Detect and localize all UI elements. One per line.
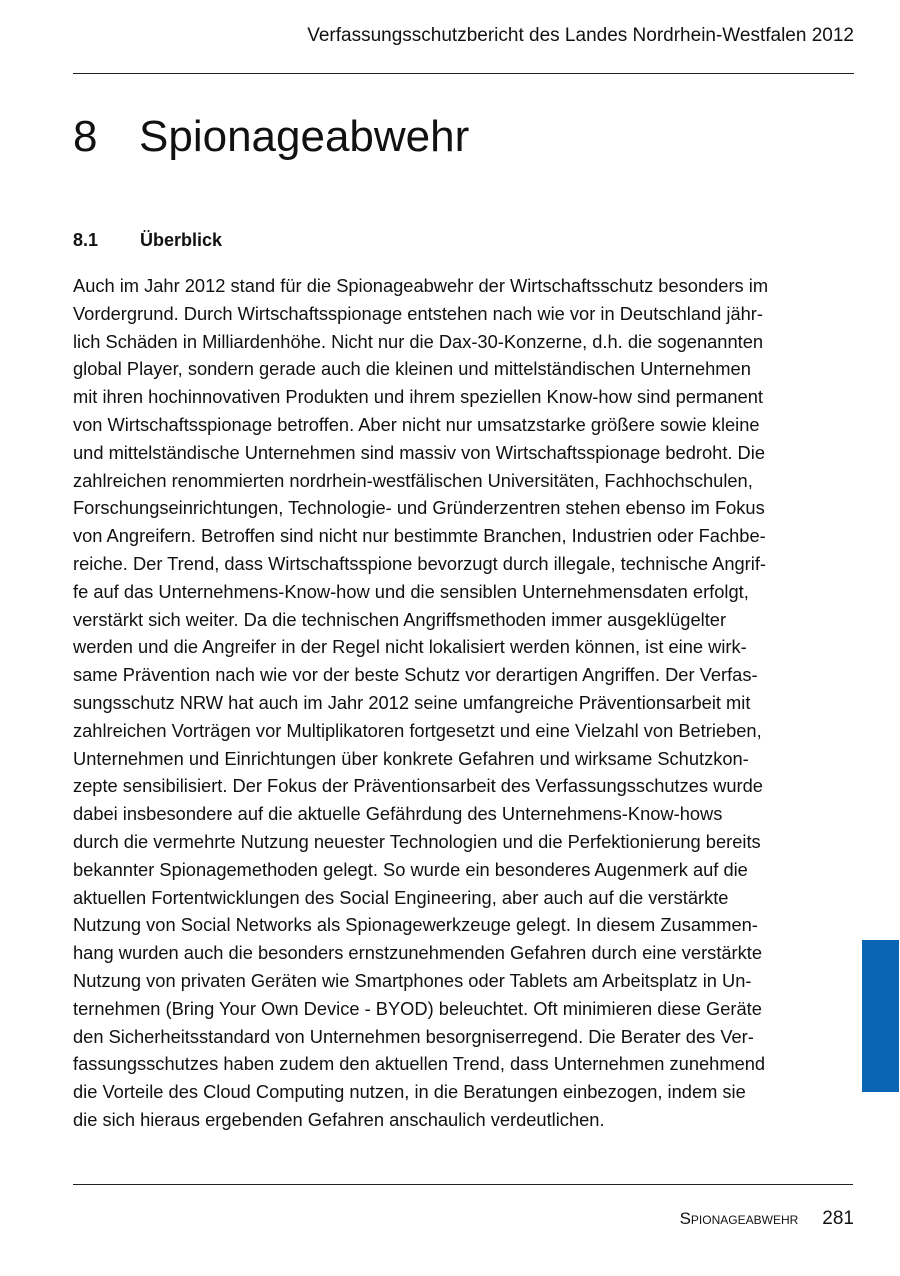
body-line: hang wurden auch die besonders ernstzunehmenden Gefahren durch eine verstärkte (73, 942, 763, 964)
body-line: Vordergrund. Durch Wirtschaftsspionage entstehen nach wie vor in Deutschland jähr- (73, 302, 763, 324)
section-number: 8.1 (73, 230, 99, 250)
body-line: reiche. Der Trend, dass Wirtschaftsspione bevorzugt durch illegale, technische Angrif- (73, 552, 766, 574)
body-line: durch die vermehrte Nutzung neuester Technologien und die Perfektionierung bereits (73, 830, 761, 852)
section-heading (73, 230, 222, 251)
body-line: von Angreifern. Betroffen sind nicht nur bestimmte Branchen, Industrien oder Fachbe- (73, 525, 766, 547)
body-line: und mittelständische Unternehmen sind massiv von Wirtschaftsspionage bedroht. Die (73, 441, 765, 463)
body-line: werden und die Angreifer in der Regel nicht lokalisiert werden können, ist eine wirk- (73, 636, 747, 658)
body-line: sungsschutz NRW hat auch im Jahr 2012 seine umfangreiche Präventionsarbeit mit (73, 691, 751, 713)
body-line: zepte sensibilisiert. Der Fokus der Präventionsarbeit des Verfassungsschutzes wurde (73, 775, 763, 797)
running-footer (680, 1208, 854, 1230)
body-line: zahlreichen renommierten nordrhein-westfälischen Universitäten, Fachhochschulen, (73, 469, 753, 491)
chapter-number: 8 (73, 112, 98, 161)
footer-rule (73, 1184, 853, 1185)
body-line: dabei insbesondere auf die aktuelle Gefährdung des Unternehmens-Know-hows (73, 803, 723, 825)
body-line: global Player, sondern gerade auch die kleinen und mittelständischen Unternehmen (73, 358, 751, 380)
body-line: Auch im Jahr 2012 stand für die Spionageabwehr der Wirtschaftsschutz besonders im (73, 275, 769, 296)
section-title: Überblick (140, 230, 223, 250)
running-header: Verfassungsschutzbericht des Landes Nordrhein-Westfalen 2012 (307, 25, 854, 46)
header-rule (73, 73, 854, 74)
body-line: Unternehmen und Einrichtungen über konkrete Gefahren und wirksame Schutzkon- (73, 747, 749, 769)
body-text (73, 272, 768, 1134)
body-line: fassungsschutzes haben zudem den aktuellen Trend, dass Unternehmen zunehmend (73, 1053, 766, 1075)
body-line: Forschungseinrichtungen, Technologie- und Gründerzentren stehen ebenso im Fokus (73, 497, 765, 519)
footer-section: Spionageabwehr (679, 1209, 799, 1228)
chapter-title: Spionageabwehr (139, 112, 470, 161)
body-line: die sich hieraus ergebenden Gefahren anschaulich verdeutlichen. (73, 1108, 605, 1130)
body-line: von Wirtschaftsspionage betroffen. Aber nicht nur umsatzstarke größere sowie kleine (73, 413, 760, 435)
chapter-heading (73, 112, 469, 162)
body-line: Nutzung von privaten Geräten wie Smartphones oder Tablets am Arbeitsplatz in Un- (73, 969, 752, 991)
body-line: lich Schäden in Milliardenhöhe. Nicht nur die Dax-30-Konzerne, d.h. die sogenannten (73, 330, 764, 352)
body-line: Nutzung von Social Networks als Spionagewerkzeuge gelegt. In diesem Zusammen- (73, 914, 758, 936)
body-line: bekannter Spionagemethoden gelegt. So wurde ein besonderes Augenmerk auf die (73, 858, 748, 880)
body-line: fe auf das Unternehmens-Know-how und die sensiblen Unternehmensdaten erfolgt, (73, 580, 749, 602)
body-line: zahlreichen Vorträgen vor Multiplikatoren fortgesetzt und eine Vielzahl von Betrieben, (73, 719, 762, 741)
chapter-thumb-tab (862, 940, 899, 1092)
body-line: aktuellen Fortentwicklungen des Social Engineering, aber auch auf die verstärkte (73, 886, 729, 908)
body-line: same Prävention nach wie vor der beste Schutz vor derartigen Angriffen. Der Verfas- (73, 664, 758, 686)
body-line: ternehmen (Bring Your Own Device - BYOD) beleuchtet. Oft minimieren diese Geräte (73, 997, 762, 1019)
page-number: 281 (822, 1208, 854, 1229)
body-line: die Vorteile des Cloud Computing nutzen, in die Beratungen einbezogen, indem sie (73, 1081, 746, 1103)
body-line: verstärkt sich weiter. Da die technischen Angriffsmethoden immer ausgeklügelter (73, 608, 727, 630)
body-line: den Sicherheitsstandard von Unternehmen besorgniserregend. Die Berater des Ver- (73, 1025, 754, 1047)
body-line: mit ihren hochinnovativen Produkten und ihrem speziellen Know-how sind permanent (73, 386, 764, 408)
